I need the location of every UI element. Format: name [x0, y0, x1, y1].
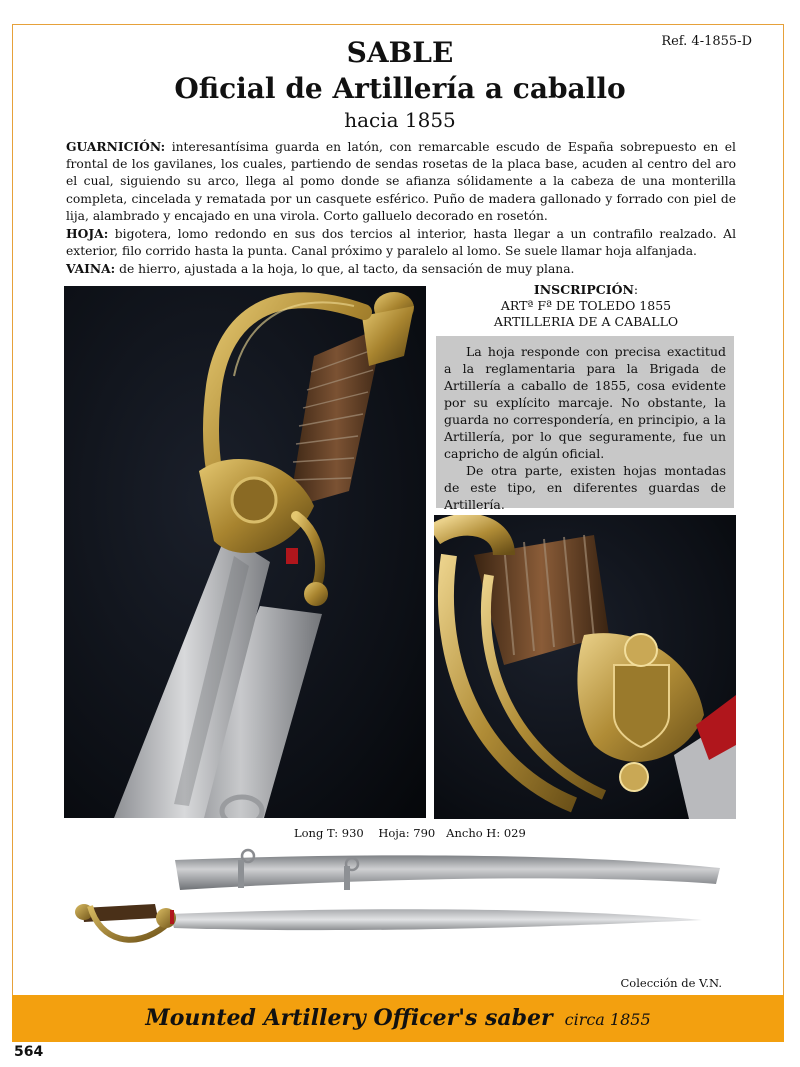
note-paragraph-1: La hoja responde con precisa exactitud a la reglamentaria para la Brigada de Artillería a caballo de 1855, cosa evidente por su explícito marcaje. No obstante, la guarda no correspondería, en principio, a la Artillería, por lo que seguramente, fue un capricho de algún oficial. — [444, 344, 726, 461]
inscription-line-2: ARTILLERIA DE A CABALLO — [493, 314, 679, 329]
vaina-label: VAINA: — [66, 261, 116, 277]
inscription-colon: : — [633, 282, 639, 297]
english-circa: circa 1855 — [564, 1010, 651, 1029]
description — [66, 138, 736, 279]
inscription-heading: INSCRIPCIÓN — [533, 282, 634, 297]
note-box — [436, 336, 734, 512]
measurements: Long T: 930 Hoja: 790 Ancho H: 029 — [294, 826, 526, 840]
title-date: hacia 1855 — [344, 108, 456, 132]
english-title-banner — [12, 995, 784, 1042]
full-saber-photo — [70, 846, 730, 972]
guarnicion-label: GUARNICIÓN: — [66, 139, 166, 154]
collection-credit: Colección de V.N. — [620, 976, 722, 990]
note-paragraph-2: De otra parte, existen hojas montadas de este tipo, en diferentes guardas de Artillería. — [444, 463, 726, 512]
page-number: 564 — [14, 1044, 44, 1060]
english-title: Mounted Artillery Officer's saber — [145, 1005, 553, 1031]
guarnicion-text: interesantísima guarda en latón, con remarcable escudo de España sobrepuesto en el frontal de los gavilanes, los cuales, partiendo de sendas rosetas de la placa base, acuden al centro del aro el cual, siguiendo su arco, llega al pomo donde se afianza sólidamente a la cabeza de una monterilla completa, cincelada y rematada por un casquete esférico. Puño de madera gallonado y forrado con piel de lija, alambrado y encajado en una virola. Corto galluelo decorado en rosetón. — [66, 140, 736, 223]
guard-detail-photo — [434, 515, 736, 819]
hilt-photo — [64, 286, 426, 818]
inscription-block — [436, 282, 736, 330]
reference-number: Ref. 4-1855-D — [661, 34, 752, 49]
title-line-2: Oficial de Artillería a caballo — [174, 72, 626, 105]
hoja-text: bigotera, lomo redondo en sus dos tercios al interior, hasta llegar a un contrafilo realzado. Al exterior, filo corrido hasta la punta. Canal próximo y paralelo al lomo. Se suele llamar hoja alfanjada. — [66, 227, 736, 259]
inscription-line-1: ARTª Fª DE TOLEDO 1855 — [500, 298, 672, 313]
hoja-label: HOJA: — [66, 226, 109, 242]
vaina-text: de hierro, ajustada a la hoja, lo que, al tacto, da sensación de muy plana. — [115, 262, 575, 277]
title-line-1: SABLE — [346, 36, 454, 69]
